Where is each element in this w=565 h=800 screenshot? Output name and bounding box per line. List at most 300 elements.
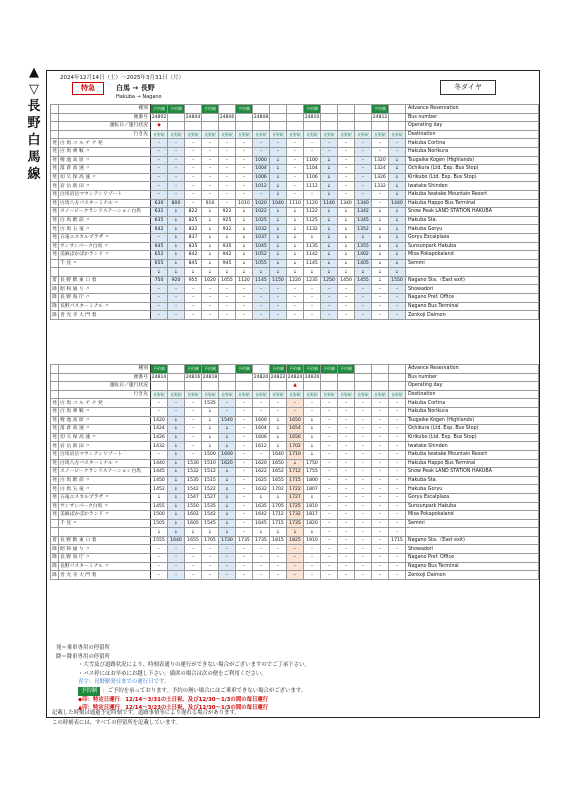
time-cell: 1320 <box>372 156 389 165</box>
time-cell: ↓ <box>287 233 304 242</box>
time-cell: 1715 <box>287 476 304 485</box>
time-cell: ↓ <box>202 259 219 268</box>
time-cell: – <box>355 554 372 563</box>
time-cell: 1450 <box>338 276 355 285</box>
operating-day-mark: ◆ <box>151 122 168 131</box>
time-cell: 1100 <box>304 156 321 165</box>
time-cell: – <box>321 519 338 528</box>
time-cell: ↓ <box>202 528 219 537</box>
destination-cell: 長野駅 <box>270 130 287 139</box>
time-cell: – <box>287 156 304 165</box>
stop-name-en <box>406 528 539 537</box>
time-cell: 1535 <box>202 399 219 408</box>
stop-row <box>51 536 539 545</box>
time-cell: 1510 <box>202 459 219 468</box>
stop-name-en: Tsugaike Kogen (Highlands) <box>406 156 539 165</box>
time-cell: – <box>321 485 338 494</box>
time-cell: ↓ <box>236 208 253 217</box>
time-cell: 1004 <box>253 165 270 174</box>
timetable-lower <box>50 364 539 580</box>
time-cell: – <box>151 147 168 156</box>
time-cell: ↓ <box>168 259 185 268</box>
time-cell: – <box>355 433 372 442</box>
stop-name-en: Hakuba Cortina <box>406 399 539 408</box>
stop-name: 落 倉 高 速 〃 <box>59 425 151 434</box>
stop-row <box>51 190 539 199</box>
destination-cell: 長野駅 <box>253 130 270 139</box>
time-cell: – <box>355 425 372 434</box>
time-cell: – <box>151 554 168 563</box>
time-cell: – <box>372 294 389 303</box>
time-cell: – <box>219 139 236 148</box>
side-title-char: ▽ <box>29 82 39 97</box>
bus-number <box>168 113 185 122</box>
period-text: 2024年12月14日（土）～2025年3月31日（月） <box>60 75 184 81</box>
time-cell: – <box>219 571 236 580</box>
time-cell: – <box>287 285 304 294</box>
stop-type-mark: 発 <box>52 409 57 415</box>
stop-name: 白 馬 駅 前 〃 <box>59 216 151 225</box>
time-cell: ↓ <box>270 416 287 425</box>
notes-section <box>56 644 526 713</box>
time-cell: 1145 <box>253 276 270 285</box>
time-cell: – <box>151 233 168 242</box>
time-cell: 1532 <box>185 468 202 477</box>
time-cell: – <box>185 407 202 416</box>
stop-row <box>51 502 539 511</box>
time-cell: 1342 <box>355 208 372 217</box>
time-cell: – <box>389 450 406 459</box>
time-cell: – <box>304 139 321 148</box>
time-cell: 1540 <box>219 416 236 425</box>
time-cell: – <box>253 302 270 311</box>
time-cell: – <box>321 545 338 554</box>
time-cell: – <box>236 571 253 580</box>
time-cell: – <box>202 139 219 148</box>
time-cell: – <box>338 485 355 494</box>
stop-name: 白馬岩岳マウンテンリゾート <box>59 450 151 459</box>
destination-cell: 長野駅 <box>168 130 185 139</box>
bus-number <box>338 113 355 122</box>
header-row-res <box>51 105 539 114</box>
reservation-badge: 予約制 <box>151 365 168 374</box>
bus-number <box>389 113 406 122</box>
time-cell: – <box>338 407 355 416</box>
stop-type-mark: 発 <box>52 218 57 224</box>
stop-row <box>51 571 539 580</box>
time-cell: ↓ <box>168 208 185 217</box>
stop-name: 昭 和 通 り 〃 <box>59 545 151 554</box>
time-cell: – <box>236 433 253 442</box>
route-title-en: Hakuba → Nagano <box>116 94 162 100</box>
time-cell: – <box>185 302 202 311</box>
stop-row <box>51 233 539 242</box>
time-cell: ↓ <box>304 268 321 277</box>
note-alight-only: 降＝降車専用の停留所 <box>56 653 110 660</box>
bus-number: 24822 <box>270 374 286 380</box>
note-triangle: ▲印：特定日運行 12/14～3/23の土日祝、及び12/30～1/3の間の毎日運行 <box>78 705 269 712</box>
time-cell: – <box>355 485 372 494</box>
time-cell: ↓ <box>219 485 236 494</box>
time-cell: – <box>219 285 236 294</box>
operating-day-mark <box>372 122 389 131</box>
stop-type-mark: 発 <box>52 157 57 163</box>
time-cell: 1012 <box>253 182 270 191</box>
reservation-badge: 予約制 <box>202 105 219 114</box>
time-cell: – <box>202 311 219 320</box>
stop-type-mark: 降 <box>52 563 57 569</box>
reservation-badge: 予約制 <box>151 105 168 114</box>
time-cell: ↓ <box>304 416 321 425</box>
time-cell: ↓ <box>168 528 185 537</box>
time-cell: – <box>202 294 219 303</box>
bus-number <box>321 113 338 122</box>
time-cell: 1542 <box>202 511 219 520</box>
time-cell: – <box>338 139 355 148</box>
time-cell: 1135 <box>304 242 321 251</box>
time-cell: ↓ <box>321 190 338 199</box>
operating-day-mark <box>372 382 389 391</box>
time-cell: ↓ <box>270 493 287 502</box>
time-cell: – <box>338 182 355 191</box>
time-cell: – <box>168 302 185 311</box>
time-cell: ↓ <box>219 476 236 485</box>
time-cell: – <box>151 302 168 311</box>
stop-row <box>51 416 539 425</box>
stop-name: 長野バスターミナル 〃 <box>59 562 151 571</box>
time-cell: 1340 <box>355 199 372 208</box>
stop-type-mark: 降 <box>52 546 57 552</box>
time-cell: 1604 <box>253 425 270 434</box>
destination-cell: 長野駅 <box>219 130 236 139</box>
time-cell: – <box>236 554 253 563</box>
time-cell: – <box>185 199 202 208</box>
stop-row <box>51 147 539 156</box>
time-cell: 1055 <box>219 276 236 285</box>
stop-name-en: Ochikura (Ltd. Exp. Bus Stop) <box>406 165 539 174</box>
time-cell: 1656 <box>287 433 304 442</box>
time-cell: – <box>338 416 355 425</box>
stop-name-en: Showadori <box>406 285 539 294</box>
time-cell: – <box>355 294 372 303</box>
header-row-opday <box>51 382 539 391</box>
footer-note-1: 記載した時刻は通過予定時刻です。道路事情等により遅れる場合があります。 <box>52 710 240 716</box>
stop-name-en: Hakuba Iwatake Mountain Resort <box>406 190 539 199</box>
stop-name-en: Kirikubo (Ltd. Exp. Bus Stop) <box>406 173 539 182</box>
bus-number: 24808 <box>253 114 269 120</box>
footer-note-2: この時刻表には、すべての停留所を記載しています。 <box>52 720 181 726</box>
time-cell: 1000 <box>253 156 270 165</box>
time-cell: – <box>168 294 185 303</box>
reservation-badge: 予約制 <box>236 365 253 374</box>
time-cell: 920 <box>168 276 185 285</box>
time-cell: – <box>355 562 372 571</box>
time-cell: – <box>389 493 406 502</box>
time-cell: – <box>270 562 287 571</box>
time-cell: – <box>389 571 406 580</box>
time-cell: ↓ <box>321 251 338 260</box>
stop-type-mark: 発 <box>52 443 57 449</box>
time-cell: – <box>151 156 168 165</box>
time-cell: 1500 <box>151 511 168 520</box>
time-cell: – <box>372 433 389 442</box>
time-cell: ↓ <box>151 493 168 502</box>
reservation-badge: 予約制 <box>270 365 287 374</box>
time-cell: – <box>185 442 202 451</box>
time-cell: ↓ <box>219 433 236 442</box>
time-cell: 1755 <box>304 468 321 477</box>
stop-row <box>51 165 539 174</box>
destination-cell: 長野駅 <box>304 390 321 399</box>
time-cell: – <box>236 502 253 511</box>
time-cell: – <box>372 407 389 416</box>
destination-cell: 長野駅 <box>287 390 304 399</box>
time-cell: – <box>304 294 321 303</box>
time-cell: – <box>355 165 372 174</box>
time-cell: – <box>321 147 338 156</box>
time-cell: 1640 <box>168 536 185 545</box>
time-cell: – <box>202 190 219 199</box>
time-cell: – <box>389 562 406 571</box>
time-cell: – <box>219 156 236 165</box>
stop-row <box>51 407 539 416</box>
time-cell: – <box>304 571 321 580</box>
stop-name-en: Hakuba Happo Bus Terminal <box>406 459 539 468</box>
time-cell: – <box>389 294 406 303</box>
time-cell: – <box>219 165 236 174</box>
time-cell: 835 <box>185 242 202 251</box>
stop-name-en: Kirikubo (Ltd. Exp. Bus Stop) <box>406 433 539 442</box>
time-cell: 1326 <box>372 173 389 182</box>
reservation-badge <box>372 365 389 374</box>
time-cell: – <box>270 302 287 311</box>
stop-row <box>51 208 539 217</box>
time-cell: ↓ <box>389 259 406 268</box>
service-badge: 特急 <box>72 82 104 95</box>
time-cell: 1432 <box>151 442 168 451</box>
time-cell: ↓ <box>202 433 219 442</box>
stop-name-en: Misa Pokapokaland <box>406 511 539 520</box>
header-label-en: Bus number <box>406 113 539 122</box>
destination-cell: 長野駅 <box>338 130 355 139</box>
stop-name: 善 光 寺 大 門 着 <box>59 571 151 580</box>
time-cell: ↓ <box>389 242 406 251</box>
time-cell: – <box>287 173 304 182</box>
header-row-bus <box>51 113 539 122</box>
time-cell: – <box>168 399 185 408</box>
time-cell: ↓ <box>338 268 355 277</box>
destination-cell: 長野駅 <box>321 390 338 399</box>
stop-name-en: Nagano Bus Terminal <box>406 302 539 311</box>
stop-name: 白 馬 コ ル チ ナ 発 <box>59 399 151 408</box>
time-cell: 1655 <box>270 476 287 485</box>
time-cell: 1605 <box>185 519 202 528</box>
time-cell: – <box>338 173 355 182</box>
stop-name: サンサンパーク白馬 〃 <box>59 502 151 511</box>
time-cell: – <box>219 407 236 416</box>
stop-type-mark <box>51 528 59 537</box>
stop-name: 美麻ぱかぽかランド 〃 <box>59 511 151 520</box>
time-cell: ↓ <box>270 268 287 277</box>
time-cell: – <box>236 190 253 199</box>
time-cell: – <box>151 165 168 174</box>
stop-name: 善 光 寺 大 門 着 <box>59 311 151 320</box>
stop-row <box>51 251 539 260</box>
destination-cell: 長野駅 <box>287 130 304 139</box>
time-cell: – <box>321 416 338 425</box>
operating-day-mark <box>304 122 321 131</box>
stop-row <box>51 285 539 294</box>
time-cell: ↓ <box>219 528 236 537</box>
stop-type-mark: 発 <box>52 243 57 249</box>
time-cell: – <box>338 519 355 528</box>
stop-type-mark: 発 <box>52 235 57 241</box>
time-cell: ↓ <box>168 459 185 468</box>
time-cell: – <box>287 182 304 191</box>
time-cell: ↓ <box>338 233 355 242</box>
stop-row <box>51 511 539 520</box>
time-cell: – <box>355 493 372 502</box>
time-cell: – <box>185 165 202 174</box>
time-cell: – <box>185 433 202 442</box>
time-cell: 955 <box>185 276 202 285</box>
stop-type-mark: 降 <box>52 286 57 292</box>
header-row-bus <box>51 373 539 382</box>
time-cell: ↓ <box>202 268 219 277</box>
time-cell: – <box>236 528 253 537</box>
stop-type-mark: 発 <box>52 166 57 172</box>
time-cell: ↓ <box>304 233 321 242</box>
time-cell: 1705 <box>202 536 219 545</box>
time-cell: ↓ <box>236 233 253 242</box>
time-cell: 1732 <box>287 511 304 520</box>
side-title-char: 線 <box>27 167 41 182</box>
stop-name-en: Zenkoji Daimon <box>406 311 539 320</box>
time-cell: ↓ <box>287 216 304 225</box>
time-cell: ↓ <box>287 208 304 217</box>
time-cell: – <box>304 554 321 563</box>
stop-name: 白 馬 乗 鞍 〃 <box>59 407 151 416</box>
note-diamond: ◆印：特定日運行 12/14～3/31の土日祝、及び12/30～1/3の間の毎日運行 <box>78 696 269 703</box>
time-cell: ↓ <box>236 216 253 225</box>
time-cell: – <box>185 399 202 408</box>
time-cell: – <box>270 311 287 320</box>
time-cell: – <box>338 399 355 408</box>
time-cell: – <box>321 407 338 416</box>
time-cell: 1010 <box>236 199 253 208</box>
time-cell: – <box>270 407 287 416</box>
time-cell: – <box>338 571 355 580</box>
time-cell: 1600 <box>219 450 236 459</box>
time-cell: – <box>355 416 372 425</box>
stop-row <box>51 450 539 459</box>
header-label: 種別 <box>59 365 151 374</box>
stop-type-mark: 発 <box>52 469 57 475</box>
reservation-badge <box>389 365 406 374</box>
time-cell: 1450 <box>151 476 168 485</box>
time-cell: – <box>372 139 389 148</box>
note-board-only: 発＝乗車専用の停留所 <box>56 645 110 651</box>
time-cell: ↓ <box>389 216 406 225</box>
time-cell: – <box>236 407 253 416</box>
time-cell: 1120 <box>236 276 253 285</box>
time-cell: – <box>287 147 304 156</box>
destination-cell: 長野駅 <box>236 390 253 399</box>
time-cell: – <box>168 407 185 416</box>
time-cell: ↓ <box>304 493 321 502</box>
time-cell: – <box>372 190 389 199</box>
time-cell: – <box>151 311 168 320</box>
time-cell: ↓ <box>270 251 287 260</box>
time-cell: ↓ <box>270 242 287 251</box>
time-cell: ↓ <box>270 165 287 174</box>
stop-name <box>59 268 151 277</box>
time-cell: – <box>236 294 253 303</box>
time-cell: ↓ <box>168 485 185 494</box>
destination-cell: 長野駅 <box>389 390 406 399</box>
time-cell: 842 <box>185 251 202 260</box>
time-cell: – <box>236 511 253 520</box>
destination-cell: 長野駅 <box>151 130 168 139</box>
time-cell: 750 <box>151 276 168 285</box>
time-cell: 1602 <box>185 511 202 520</box>
time-cell: – <box>355 476 372 485</box>
time-cell: – <box>202 165 219 174</box>
time-cell: – <box>168 156 185 165</box>
time-cell: ↓ <box>202 233 219 242</box>
header-label-en: Destination <box>406 390 539 399</box>
operating-day-mark <box>270 382 287 391</box>
time-cell: 832 <box>185 225 202 234</box>
time-cell: 1712 <box>287 468 304 477</box>
time-cell: ↓ <box>219 442 236 451</box>
time-cell: – <box>338 450 355 459</box>
destination-cell: 長野駅 <box>202 130 219 139</box>
time-cell: ↓ <box>389 165 406 174</box>
operating-day-mark <box>287 122 304 131</box>
time-cell: – <box>372 442 389 451</box>
time-cell: ↓ <box>372 233 389 242</box>
time-cell: – <box>389 459 406 468</box>
stop-row <box>51 425 539 434</box>
time-cell: – <box>202 173 219 182</box>
time-cell: – <box>287 399 304 408</box>
stop-name-en: Iwatake Shinden <box>406 442 539 451</box>
time-cell: – <box>389 468 406 477</box>
time-cell: – <box>338 147 355 156</box>
operating-day-mark <box>338 382 355 391</box>
header-label: 行き先 <box>59 130 151 139</box>
reservation-text: ：ご予約を承っております。予約の無い場合にはご乗車できない場合がございます。 <box>102 687 307 694</box>
stop-name: サンサンパーク白馬 〃 <box>59 242 151 251</box>
time-cell: 1424 <box>151 425 168 434</box>
stop-name: 昭 和 通 り 〃 <box>59 285 151 294</box>
header-label-en: Advance Reservation <box>406 365 539 374</box>
stop-row <box>51 311 539 320</box>
time-cell: – <box>355 571 372 580</box>
time-cell: – <box>202 302 219 311</box>
time-cell: 845 <box>185 259 202 268</box>
time-cell: ↓ <box>287 251 304 260</box>
time-cell: – <box>185 450 202 459</box>
time-cell: ↓ <box>321 242 338 251</box>
time-cell: ↓ <box>168 442 185 451</box>
time-cell: ↓ <box>321 182 338 191</box>
stop-type-mark: 発 <box>52 435 57 441</box>
time-cell: – <box>168 173 185 182</box>
time-cell: – <box>372 562 389 571</box>
stop-name: 岩 岳 新 田 〃 <box>59 442 151 451</box>
